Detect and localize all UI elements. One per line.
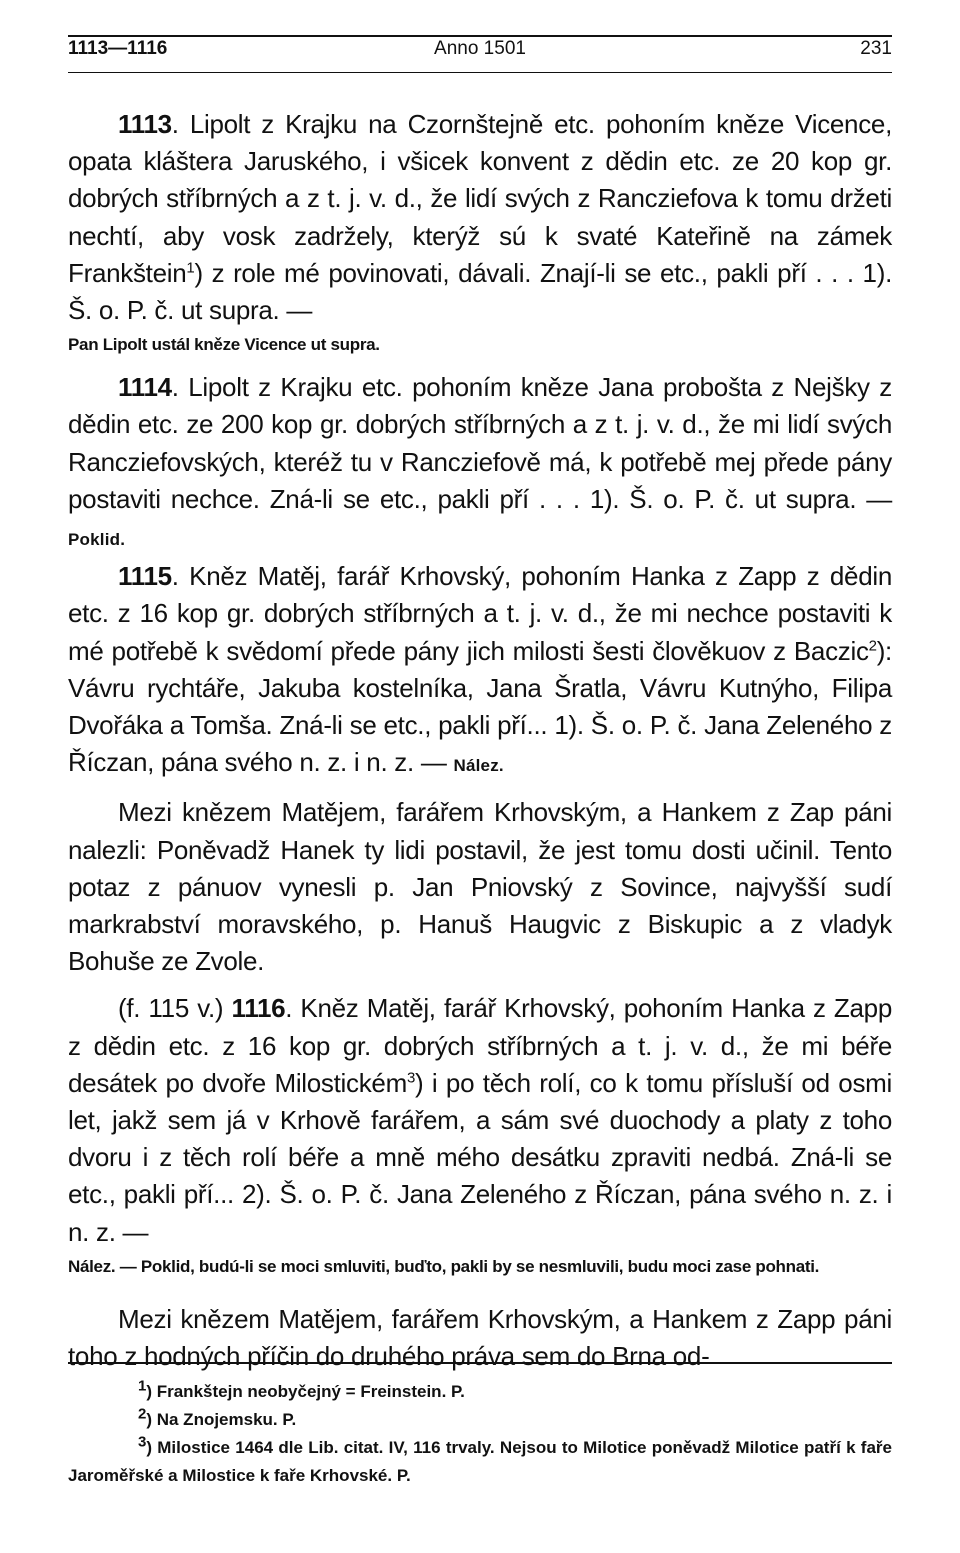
- footnote-2: [68, 1406, 892, 1434]
- header-entry-range: 1113—1116: [68, 38, 168, 59]
- entry-text: . Lipolt z Krajku etc. pohoním kněze Jana probošta z Nejšky z dědin etc. ze 200 kop gr. dobrých stříbrných a z t. j. v. d., že mi lidí svých Rancziefovských, kteréž tu v Rancziefově má, k potřebě mej přede pány postaviti nechce. Zná-li se etc., pakli pří . . . 1). Š. o. P. č. ut supra. —: [68, 372, 892, 514]
- body-text: [68, 106, 892, 1375]
- entry-text: . Kněz Matěj, farář Krhovský, pohoním Hanka z Zapp z dědin etc. z 16 kop gr. dobrých stříbrných a t. j. v. d., že mi béře desátek po dvoře Milostickém: [68, 993, 892, 1098]
- spacer: [68, 784, 892, 794]
- entry-note: Nález. — Poklid, budú-li se moci smluviti, buďto, pakli by se nesmluvili, budu moci zase pohnati.: [68, 1256, 820, 1276]
- footnote-ref: 1: [186, 259, 195, 277]
- entry-1114: [68, 369, 892, 558]
- footnote-1: [68, 1378, 892, 1406]
- folio-ref: (f. 115 v.): [118, 993, 224, 1024]
- entry-text-cont: ) z role mé povinovati, dávali. Znají-li se etc., pakli pří . . . 1). Š. o. P. č. ut supra. —: [68, 257, 892, 326]
- footnote-3: [68, 1434, 892, 1490]
- header-year: Anno 1501: [434, 38, 526, 59]
- footnote-ref: 2: [868, 636, 877, 654]
- footnote-text: ) Na Znojemsku. P.: [146, 1410, 297, 1429]
- footnotes: [68, 1378, 892, 1490]
- ruling-paragraph: Mezi knězem Matějem, farářem Krhovským, a Hankem z Zap páni nalezli: Poněvadž Hanek ty lidi postavil, že jest tomu dosti učinil. Tento potaz z pánuov vynesli p. Jan Pniovský z Sovince, najvyšší sudí markrabství moravského, p. Hanuš Haugvic z Biskupic a z vladyk Bohuše ze Zvole.: [68, 797, 892, 977]
- entry-text-cont: ): Vávru rychtáře, Jakuba kostelníka, Jana Šratla, Vávru Kutnýho, Filipa Dvořáka a Tomša. Zná-li se etc., pakli pří... 1). Š. o. P. č. Jana Zeleného z Říczan, pána svého n. z. i n. z. —: [68, 635, 892, 778]
- entry-number: 1115: [118, 561, 172, 592]
- entry-note: Pan Lipolt ustál kněze Vicence ut supra.: [68, 335, 380, 355]
- entry-number: 1113: [118, 109, 172, 139]
- running-header: [68, 38, 892, 62]
- spacer: [68, 980, 892, 990]
- entry-number: 1116: [231, 993, 286, 1024]
- header-bottom-rule: [68, 72, 892, 73]
- entry-note: Poklid.: [68, 530, 126, 550]
- entry-1115: [68, 558, 892, 784]
- footnote-text: ) Milostice 1464 dle Lib. citat. IV, 116 trvaly. Nejsou to Milotice poněvadž Milotice patří k faře Jaroměřské a Milostice k faře Krhovské. P.: [68, 1438, 892, 1485]
- page-number: 231: [860, 38, 892, 59]
- footnote-mark: 3: [138, 1433, 147, 1451]
- footnote-mark: 1: [138, 1377, 147, 1395]
- entry-1113: [68, 106, 892, 329]
- entry-text-cont: ) i po těch rolí, co k tomu přísluší od osmi let, jakž sem já v Krhově farářem, a sám své duochody a platy z toho dvoru i z těch rolí béře a mně mého desátku zpraviti nedbá. Zná-li se etc., pakli pří... 2). Š. o. P. č. Jana Zeleného z Říczan, pána svého n. z. i n. z. —: [68, 1067, 892, 1247]
- footnote-text: ) Frankštejn neobyčejný = Freinstein. P.: [146, 1382, 465, 1401]
- entry-text: . Lipolt z Krajku na Czornštejně etc. pohoním kněze Vicence, opata kláštera Jaruského, i všicek konvent z dědin etc. ze 20 kop gr. dobrých stříbrných a z t. j. v. d., že lidí svých z Rancziefova k tomu držeti nechtí, aby vosk zadržely, kterýž sú k svaté Kateřině na zámek Frankštein: [68, 109, 892, 288]
- header-top-rule: [68, 35, 892, 37]
- footnote-ref: 3: [406, 1069, 415, 1087]
- entry-1116: [68, 990, 892, 1250]
- entry-number: 1114: [118, 372, 172, 403]
- entry-text: . Kněz Matěj, farář Krhovský, pohoním Hanka z Zapp z dědin etc. z 16 kop gr. dobrých stříbrných a t. j. v. d., že mi nechce postaviti k mé potřebě k svědomí přede pány jich milosti šesti člověkuov z Baczic: [68, 561, 892, 666]
- footnote-mark: 2: [138, 1405, 147, 1423]
- spacer: [68, 1291, 892, 1301]
- ruling-paragraph: Mezi knězem Matějem, farářem Krhovským, a Hankem z Zapp páni toho z hodných příčin do druhého práva sem do Brna od-: [68, 1303, 892, 1372]
- entry-note: Nález.: [453, 756, 504, 776]
- document-page: [68, 0, 892, 1553]
- footnote-rule: [68, 1362, 892, 1364]
